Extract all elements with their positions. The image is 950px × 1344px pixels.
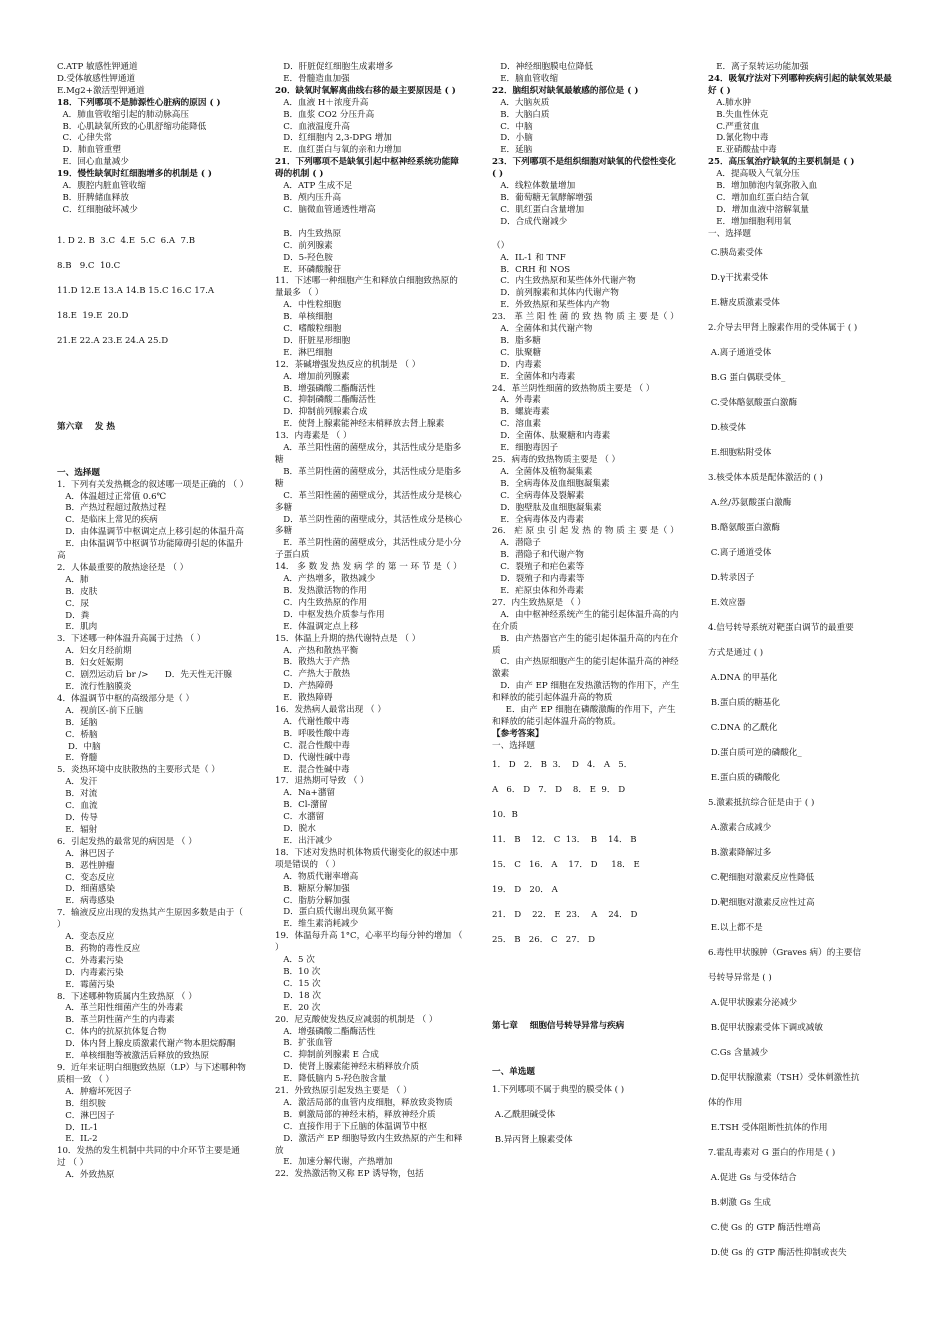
text-line: B．由产热器官产生的能引起体温升高的内在介质 — [492, 633, 679, 656]
text-line: 1.下列哪项不属于典型的膜受体 ( ) — [492, 1085, 625, 1096]
text-line: E．维生素消耗减少 — [275, 919, 359, 930]
text-line: A．革兰阳性菌的菌壁成分，其活性成分是脂多糖 — [275, 443, 462, 465]
text-line: 26． 疟 原 虫 引 起 发 热 的 物 质 主 要 是（ ） — [492, 526, 679, 537]
text-line: A．线粒体数量增加 — [492, 181, 576, 192]
text-line: C．溶血素 — [492, 419, 542, 430]
text-line: 27．内生致热原是 （ ） — [492, 597, 586, 608]
text-line: C．是临床上常见的疾病 — [57, 515, 158, 526]
text-line: 方式是通过 ( ) — [708, 647, 764, 658]
text-line: D．胞壁肽及血细胞凝集素 — [492, 502, 602, 513]
text-line: D．传导 — [57, 812, 98, 823]
text-line: B.促甲状腺素受体下调或减敏 — [708, 1022, 823, 1033]
text-line: E．出汗减少 — [275, 836, 333, 846]
text-line: D.氰化物中毒 — [708, 133, 769, 144]
text-line: C．裂殖子和疟色素等 — [492, 562, 585, 573]
text-line: A．变态反应 — [57, 932, 115, 943]
text-line: 18．下列哪项不是肺源性心脏病的原因 ( ) — [57, 97, 221, 108]
text-line — [57, 354, 247, 388]
text-line: 11.D 12.E 13.A 14.B 15.C 16.C 17.A — [57, 285, 215, 296]
text-line: 2.介导去甲肾上腺素作用的受体属于 ( ) — [708, 322, 858, 333]
text-line: D．全菌体、肽聚糖和内毒素 — [492, 431, 611, 442]
text-line: D.使 Gs 的 GTP 酶活性抑制或丧失 — [708, 1247, 847, 1258]
text-line: D．红细胞内 2,3-DPG 增加 — [275, 133, 392, 144]
text-line: 23．下列哪项不是组织细胞对缺氧的代偿性变化 ( ) — [492, 157, 679, 180]
text-line: D．产热障碍 — [275, 681, 334, 692]
text-line: 23． 革 兰 阳 性 菌 的 致 热 物 质 主 要 是（ ） — [492, 312, 679, 323]
text-line: 【参考答案】 — [492, 728, 544, 739]
text-line: E.Mg2+激活型钾通道 — [57, 85, 145, 96]
text-line: 1．下列有关发热概念的叙述哪一项是正确的 （ ） — [57, 479, 249, 490]
text-line: C.受体酪氨酸蛋白激酶 — [708, 397, 798, 408]
text-line: E.细胞粘附受体 — [708, 447, 772, 458]
text-line: D.受体敏感性钾通道 — [57, 73, 136, 84]
text-line: C.靶细胞对激素反应性降低 — [708, 872, 815, 883]
text-line: D.γ干扰素受体 — [708, 272, 769, 283]
text-line: E．体温调定点上移 — [275, 621, 359, 632]
text-line: 25．高压氧治疗缺氧的主要机制是 ( ) — [708, 157, 855, 168]
text-line: E．由体温调节中枢调节功能障碍引起的体温升高 — [57, 539, 244, 562]
text-line: C.严重贫血 — [708, 121, 760, 132]
text-line: B．CRH 和 NOS — [492, 264, 571, 275]
text-line: B．肝脾储血释放 — [57, 192, 129, 203]
text-line: 体的作用 — [708, 1097, 743, 1108]
text-line: D．代谢性碱中毒 — [275, 752, 351, 763]
text-line: A．淋巴因子 — [57, 848, 115, 859]
text-line: D．小脑 — [492, 133, 533, 144]
text-line: C．肽聚糖 — [492, 347, 542, 358]
text-line: A．提高吸入气氧分压 — [708, 169, 800, 180]
text-line: B．脂多糖 — [492, 335, 541, 346]
text-line: B．颅内压升高 — [275, 192, 342, 203]
text-line: B．10 次 — [275, 966, 321, 977]
text-line: A 6． D 7． D 8． E 9． D — [492, 784, 626, 795]
text-line: C．混合性酸中毒 — [275, 740, 350, 751]
text-line: B.蛋白质的糖基化 — [708, 697, 780, 708]
text-line: E．脊髓 — [57, 753, 98, 764]
text-line: C．尿 — [57, 598, 89, 609]
text-line: D．使肾上腺素能神经末梢释放介质 — [275, 1062, 420, 1073]
text-line: B．发热激活物的作用 — [275, 585, 367, 596]
text-line: 第六章 发 热 — [57, 421, 115, 432]
text-line: D．革兰阴性菌的菌壁成分，其活性成分是核心多糖 — [275, 514, 462, 537]
text-column-2 — [275, 62, 466, 1181]
text-line: 18.E 19.E 20.D — [57, 310, 129, 321]
text-line: A．革兰阳性细菌产生的外毒素 — [57, 1003, 184, 1014]
text-line: A.DNA 的甲基化 — [708, 672, 778, 683]
text-line: D．激活产 EP 细胞导致内生致热原的产生和释放 — [275, 1133, 463, 1156]
text-line: B．散热大于产热 — [275, 657, 350, 668]
text-line: C．革兰阳性菌的菌壁成分，其活性成分是核心多糖 — [275, 490, 462, 513]
text-line: D．由体温调节中枢调定点上移引起的体温升高 — [57, 527, 244, 538]
text-line: 25． B 26． C 27． D — [492, 934, 595, 945]
text-line: C.DNA 的乙酰化 — [708, 722, 778, 733]
text-line: 19．体温每升高 1°C，心率平均每分钟约增加 （ ） — [275, 931, 466, 954]
text-line: 22．脑组织对缺氧最敏感的部位是 ( ) — [492, 85, 639, 96]
text-line: D.蛋白质可逆的磷酸化_ — [708, 747, 802, 758]
text-line: A.离子通道受体 — [708, 347, 772, 358]
text-line: B.激素降解过多 — [708, 847, 772, 858]
text-line: A．代谢性酸中毒 — [275, 716, 350, 727]
text-line: E．淋巴细胞 — [275, 347, 333, 358]
text-line: 一、选择题 — [708, 228, 751, 239]
text-line: 一、选择题 — [492, 740, 535, 751]
text-column-1 — [57, 62, 247, 1182]
text-line: 1． D 2． B 3． D 4． A 5． — [492, 759, 633, 770]
text-line: E．霉菌污染 — [57, 979, 115, 990]
text-line: D.促甲状腺激素（TSH）受体刺激性抗 — [708, 1072, 860, 1083]
text-line: E.蛋白质的磷酸化 — [708, 772, 780, 783]
text-line: C．淋巴因子 — [57, 1110, 115, 1121]
text-line: E．脑血管收缩 — [492, 73, 559, 84]
text-line: B．药物的毒性反应 — [57, 943, 141, 954]
text-line: C．增加血红蛋白结合氧 — [708, 192, 809, 203]
text-line: C．中脑 — [492, 121, 533, 132]
text-line: C．抑制前列腺素 E 合成 — [275, 1050, 379, 1061]
text-line: B．增加肺泡内氧弥散入血 — [708, 181, 818, 192]
text-line: C．前列腺素 — [275, 240, 333, 251]
text-line: 4.信号转导系统对靶蛋白调节的最重要 — [708, 622, 854, 633]
text-line: D.靶细胞对激素反应性过高 — [708, 897, 815, 908]
text-line: 5．炎热环境中皮肤散热的主要形式是（ ） — [57, 765, 220, 776]
text-line: C．红细胞破坏减少 — [57, 204, 138, 215]
text-line: D．IL-1 — [57, 1122, 99, 1133]
text-line: 7．输液反应出现的发热其产生原因多数是由于（ ） — [57, 908, 246, 931]
text-line: E．辐射 — [57, 824, 98, 835]
text-line: D．肝脏星形细胞 — [275, 335, 351, 346]
text-line: D．粪 — [57, 610, 90, 621]
text-line: 1. D 2. B 3.C 4.E 5.C 6.A 7.B — [57, 235, 196, 246]
text-line: E．流行性脑膜炎 — [57, 682, 132, 692]
text-line: A．ATP 生成不足 — [275, 181, 353, 192]
text-line: D．增加血液中溶解氧量 — [708, 204, 810, 215]
text-line: C．脂肪分解加强 — [275, 895, 350, 906]
text-line: C．水潴留 — [275, 812, 325, 823]
text-line: A．增加前列腺素 — [275, 371, 350, 382]
text-line: 5.激素抵抗综合征是由于 ( ) — [708, 797, 815, 808]
text-line — [275, 217, 463, 229]
text-line: C．产热大于散热 — [275, 669, 350, 680]
text-line: B．葡萄糖无氧酵解增强 — [492, 192, 593, 203]
text-line: B.G 蛋白偶联受体_ — [708, 372, 786, 383]
text-line: A．全菌体和其代谢产物 — [492, 324, 593, 335]
text-line: C．变态反应 — [57, 872, 115, 883]
text-line: C．内生致热原的作用 — [275, 597, 368, 608]
text-line: 号转导异常是 ( ) — [708, 972, 772, 983]
text-line: （） — [492, 240, 510, 251]
text-line: 24．吸氧疗法对下列哪种疾病引起的缺氧效果最好 ( ) — [708, 73, 892, 96]
text-line: 14． 多 数 发 热 发 病 学 的 第 一 环 节 是（ ） — [275, 562, 462, 573]
text-line: A．产热和散热平衡 — [275, 645, 359, 656]
text-line: 3.核受体本质是配体激活的 ( ) — [708, 472, 823, 483]
text-line: D．内毒素 — [492, 359, 542, 370]
text-line: D．蛋白质代谢出现负氮平衡 — [275, 907, 394, 918]
text-line — [492, 987, 680, 1021]
text-line: C.胰岛素受体 — [708, 247, 763, 258]
text-line: A．妇女月经前期 — [57, 646, 132, 657]
text-line: E．由产 EP 细胞在磷酸激酶的作用下，产生和释放的能引起体温升高的物质。 — [492, 705, 676, 727]
text-line: 2．人体最重要的散热途径是 （ ） — [57, 562, 189, 573]
text-line: 21． D 22． E 23． A 24． D — [492, 909, 638, 920]
text-line: B．革兰阴性菌的菌壁成分，其活性成分是脂多糖 — [275, 466, 462, 489]
text-line: A．体温超过正常值 0.6℃ — [57, 491, 167, 502]
text-line: E．IL-2 — [57, 1134, 98, 1145]
text-line — [492, 229, 680, 241]
text-line: B．产热过程超过散热过程 — [57, 503, 167, 514]
text-line: 19．慢性缺氧时红细胞增多的机制是 ( ) — [57, 169, 212, 180]
text-line: 6．引起发热的最常见的病因是 （ ） — [57, 836, 197, 847]
text-line — [57, 434, 247, 468]
text-line: 22．发热激活物又称 EP 诱导物，包括 — [275, 1169, 424, 1180]
text-line: A．激活局部的血管内皮细胞，释放致炎物质 — [275, 1097, 453, 1108]
text-line: D．内毒素污染 — [57, 967, 124, 978]
text-line: C.ATP 敏感性钾通道 — [57, 62, 138, 72]
text-line: 11．下述哪一种细胞产生和释放白细胞致热原的量最多 （ ） — [275, 276, 458, 299]
text-line: A．肺 — [57, 574, 89, 585]
text-line: A．大脑灰质 — [492, 97, 550, 108]
text-line: D．前列腺素和其体内代谢产物 — [492, 288, 619, 299]
text-line: A.肺水肿 — [708, 97, 751, 108]
text-line: 8.B 9.C 10.C — [57, 260, 121, 271]
text-line: A．产热增多，散热减少 — [275, 574, 376, 585]
text-line: 17．退热期可导致 （ ） — [275, 776, 369, 787]
text-line: 10．发热的发生机制中共同的中介环节主要是通过 （ ） — [57, 1146, 240, 1169]
text-line: C.Gs 含量减少 — [708, 1047, 769, 1058]
text-line: E．单核细胞等被激活后释放的致热原 — [57, 1051, 209, 1062]
text-line: B．心肌缺氧所致的心肌舒缩功能降低 — [57, 121, 207, 132]
text-line: E．血红蛋白与氧的亲和力增加 — [275, 145, 402, 156]
text-line: E．环磷酸腺苷 — [275, 264, 342, 275]
text-line: E．外致热原和某些体内产物 — [492, 300, 610, 311]
text-line: 12．茶碱增强发热反应的机制是 （ ） — [275, 359, 421, 370]
text-line: 20．缺氧时氧解离曲线右移的最主要原因是 ( ) — [275, 85, 456, 96]
text-line: D．神经细胞膜电位降低 — [492, 62, 594, 72]
text-line: B．糖原分解加强 — [275, 883, 350, 894]
text-column-4 — [708, 62, 898, 1266]
text-line: A.促进 Gs 与受体结合 — [708, 1172, 797, 1183]
text-line: 4．体温调节中枢的高级部分是（ ） — [57, 693, 195, 704]
text-line: D．中枢发热介质参与作用 — [275, 609, 385, 620]
text-line: B．革兰阴性菌产生的内毒素 — [57, 1015, 175, 1026]
text-line: D．合成代谢减少 — [492, 216, 568, 227]
text-line: A.激素合成减少 — [708, 822, 772, 833]
text-line: D.转录因子 — [708, 572, 755, 583]
text-line: C．体内的抗原抗体复合物 — [57, 1027, 167, 1038]
text-line: A．潜隐子 — [492, 538, 541, 549]
text-line: 8．下述哪种物质属内生致热原 （ ） — [57, 991, 197, 1002]
text-line: E.效应器 — [708, 597, 746, 608]
text-line: B．单核细胞 — [275, 312, 333, 323]
text-line: E．病毒感染 — [57, 896, 115, 907]
text-line: 24．革兰阴性细菌的致热物质主要是 （ ） — [492, 383, 655, 394]
text-line: E．散热障碍 — [275, 693, 333, 704]
text-line: E.以上都不是 — [708, 922, 763, 933]
text-line: C．心律失常 — [57, 133, 113, 144]
text-line: C．由产热原细胞产生的能引起体温升高的神经激素 — [492, 657, 679, 680]
text-line: E．混合性碱中毒 — [275, 764, 350, 775]
text-line: B.异丙肾上腺素受体 — [492, 1135, 573, 1146]
text-line: B．Cl-潴留 — [275, 800, 328, 811]
text-line: E．降低脑内 5-羟色胺含量 — [275, 1074, 387, 1085]
text-line: E．全菌体和内毒素 — [492, 371, 576, 382]
text-line: A.乙酰胆碱受体 — [492, 1110, 556, 1121]
text-line: C．全病毒体及裂解素 — [492, 490, 585, 501]
text-line: D．抑制前列腺素合成 — [275, 407, 368, 418]
text-line: 20．尼克酸使发热反应减弱的机制是 （ ） — [275, 1014, 438, 1025]
text-line: B．恶性肿瘤 — [57, 860, 115, 871]
text-line: A．IL-1 和 TNF — [492, 252, 566, 263]
text-line: A．腹腔内脏血管收缩 — [57, 181, 147, 192]
text-line: B．增强磷酸二酯酶活性 — [275, 383, 376, 394]
text-line: B．大脑白质 — [492, 109, 550, 120]
text-line: C．嗜酸粒细胞 — [275, 324, 342, 335]
text-line — [57, 388, 247, 422]
text-line: E．细胞毒因子 — [492, 443, 559, 454]
text-line: E.亚硝酸盐中毒 — [708, 145, 777, 156]
text-line: C.使 Gs 的 GTP 酶活性增高 — [708, 1222, 821, 1233]
text-line: B．扩张血管 — [275, 1038, 333, 1049]
text-line: B．刺激局部的神经末梢，释放神经介质 — [275, 1109, 436, 1120]
text-line: D．肺血管重塑 — [57, 145, 121, 156]
text-line — [492, 1033, 680, 1067]
text-line — [57, 217, 247, 229]
text-line: C．桥脑 — [57, 729, 98, 740]
text-line: E．肌肉 — [57, 622, 98, 633]
text-line: 一、单选题 — [492, 1066, 535, 1077]
text-line: A．物质代谢率增高 — [275, 871, 359, 882]
text-line: E．全病毒体及内毒素 — [492, 514, 584, 525]
text-line: 21．下列哪项不是缺氧引起中枢神经系统功能障碍的机制 ( ) — [275, 157, 459, 180]
text-line: 21.E 22.A 23.E 24.A 25.D — [57, 335, 169, 346]
text-line: E．骨髓造血加强 — [275, 73, 350, 84]
text-line: A．血液 H＋浓度升高 — [275, 97, 369, 108]
text-line: B．螺旋毒素 — [492, 407, 550, 418]
text-line: A．全菌体及植物凝集素 — [492, 466, 593, 477]
text-line: A．由中枢神经系统产生的能引起体温升高的内在介质 — [492, 609, 679, 632]
text-line: 7.霍乱毒素对 G 蛋白的作用是 ( ) — [708, 1147, 836, 1158]
text-line: B.酪氨酸蛋白激酶 — [708, 522, 780, 533]
text-line: C．剧烈运动后 br /> D．先天性无汗腺 — [57, 670, 232, 681]
text-line: A.促甲状腺素分泌减少 — [708, 997, 798, 1008]
text-line: 13．内毒素是 （ ） — [275, 431, 352, 442]
text-line: 18．下述对发热时机体物质代谢变化的叙述中那项是错误的 （ ） — [275, 847, 458, 870]
text-line: D．脱水 — [275, 824, 316, 835]
text-line: B．延脑 — [57, 717, 98, 728]
text-line: B．妇女妊娠期 — [57, 658, 124, 669]
text-line: E．疟原虫体和外毒素 — [492, 585, 584, 596]
text-line: A．视前区-前下丘脑 — [57, 705, 144, 716]
text-line: D．体内肾上腺皮质激素代谢产物本胆烷醇酮 — [57, 1039, 236, 1050]
text-line: 15．体温上升期的热代谢特点是 （ ） — [275, 633, 421, 644]
text-line: C．血液温度升高 — [275, 121, 350, 132]
text-line: B．组织胺 — [57, 1098, 106, 1109]
text-line: C．内生致热原和某些体外代谢产物 — [492, 276, 636, 287]
text-line: B．皮肤 — [57, 586, 98, 597]
text-line: A．外致热原 — [57, 1170, 115, 1181]
text-line: B．全病毒体及血细胞凝集素 — [492, 478, 610, 489]
text-line: 21．外致热原引起发热主要是 （ ） — [275, 1086, 412, 1097]
text-line: C．外毒素污染 — [57, 955, 124, 966]
text-line: D.核受体 — [708, 422, 746, 433]
text-line: A．外毒素 — [492, 395, 541, 406]
text-line: 9．近年来证明白细胞致热原（LP）与下述哪种物质相一致 （ ） — [57, 1063, 246, 1085]
text-line: 10．B — [492, 809, 518, 820]
text-line: E．加速分解代谢，产热增加 — [275, 1157, 393, 1168]
text-line: D．肝脏促红细胞生成素增多 — [275, 62, 394, 72]
text-line: A．5 次 — [275, 955, 315, 966]
text-line: E．增加细胞利用氧 — [708, 216, 792, 227]
text-line: 25．病毒的致热物质主要是 （ ） — [492, 455, 621, 465]
text-line: E．20 次 — [275, 1002, 321, 1013]
text-line: C．脑微血管通透性增高 — [275, 204, 376, 215]
text-line: E．回心血量减少 — [57, 157, 129, 168]
text-line: D．由产 EP 细胞在发热激活物的作用下，产生和释放的能引起体温升高的物质 — [492, 681, 680, 704]
text-line: B．内生致热原 — [275, 228, 342, 239]
text-line: A．肺血管收缩引起的肺动脉高压 — [57, 109, 189, 120]
text-line: B．潜隐子和代谢产物 — [492, 550, 584, 561]
text-line: C．15 次 — [275, 978, 321, 989]
text-column-3 — [492, 62, 680, 1153]
text-line: D．5-羟色胺 — [275, 252, 333, 263]
text-line: A．Na+潴留 — [275, 788, 336, 799]
text-line: A．中性粒细胞 — [275, 300, 341, 311]
text-line: 3．下述哪一种体温升高属于过热 （ ） — [57, 634, 206, 645]
text-line: A．增强磷酸二酯酶活性 — [275, 1026, 376, 1037]
text-line: B．呼吸性酸中毒 — [275, 728, 350, 739]
text-line: E．革兰阴性菌的菌壁成分，其活性成分是小分子蛋白质 — [275, 538, 462, 561]
text-line: 15． C 16． A 17． D 18． E — [492, 859, 640, 870]
text-line — [492, 953, 680, 987]
text-line: D．细菌感染 — [57, 884, 116, 895]
text-line: B.刺激 Gs 生成 — [708, 1197, 771, 1208]
text-line: C.离子通道受体 — [708, 547, 772, 558]
text-line: B．对流 — [57, 789, 98, 800]
text-line: A．发汗 — [57, 777, 98, 788]
text-line: D．中脑 — [57, 741, 101, 752]
text-line: C．肌红蛋白含量增加 — [492, 204, 585, 215]
text-line: E．延脑 — [492, 145, 533, 156]
text-line: A.丝/苏氨酸蛋白激酶 — [708, 497, 792, 508]
text-line: B.失血性休克 — [708, 109, 769, 120]
text-line: E.糖皮质激素受体 — [708, 297, 780, 308]
text-line: D．18 次 — [275, 990, 321, 1001]
text-line: E．使肾上腺素能神经末梢释放去肾上腺素 — [275, 419, 445, 430]
text-line: 6.毒性甲状腺肿（Graves 病）的主要信 — [708, 947, 862, 958]
text-line: 19． D 20． A — [492, 884, 558, 895]
text-line: 一、选择题 — [57, 467, 100, 478]
text-line: E．离子泵转运功能加强 — [708, 62, 809, 72]
text-line: D．裂殖子和内毒素等 — [492, 574, 585, 585]
text-line: 16．发热病人最常出现 （ ） — [275, 705, 386, 716]
text-line: 11． B 12． C 13． B 14． B — [492, 834, 637, 845]
text-line: B．血浆 CO2 分压升高 — [275, 109, 375, 120]
text-line: C．血流 — [57, 801, 98, 812]
text-line: C．直接作用于下丘脑的体温调节中枢 — [275, 1121, 428, 1132]
text-line: C．抑制磷酸二酯酶活性 — [275, 395, 376, 406]
text-line: A．肿瘤坏死因子 — [57, 1086, 132, 1097]
text-line: E.TSH 受体阻断性抗体的作用 — [708, 1122, 828, 1133]
text-line: 第七章 细胞信号转导异常与疾病 — [492, 1020, 625, 1031]
